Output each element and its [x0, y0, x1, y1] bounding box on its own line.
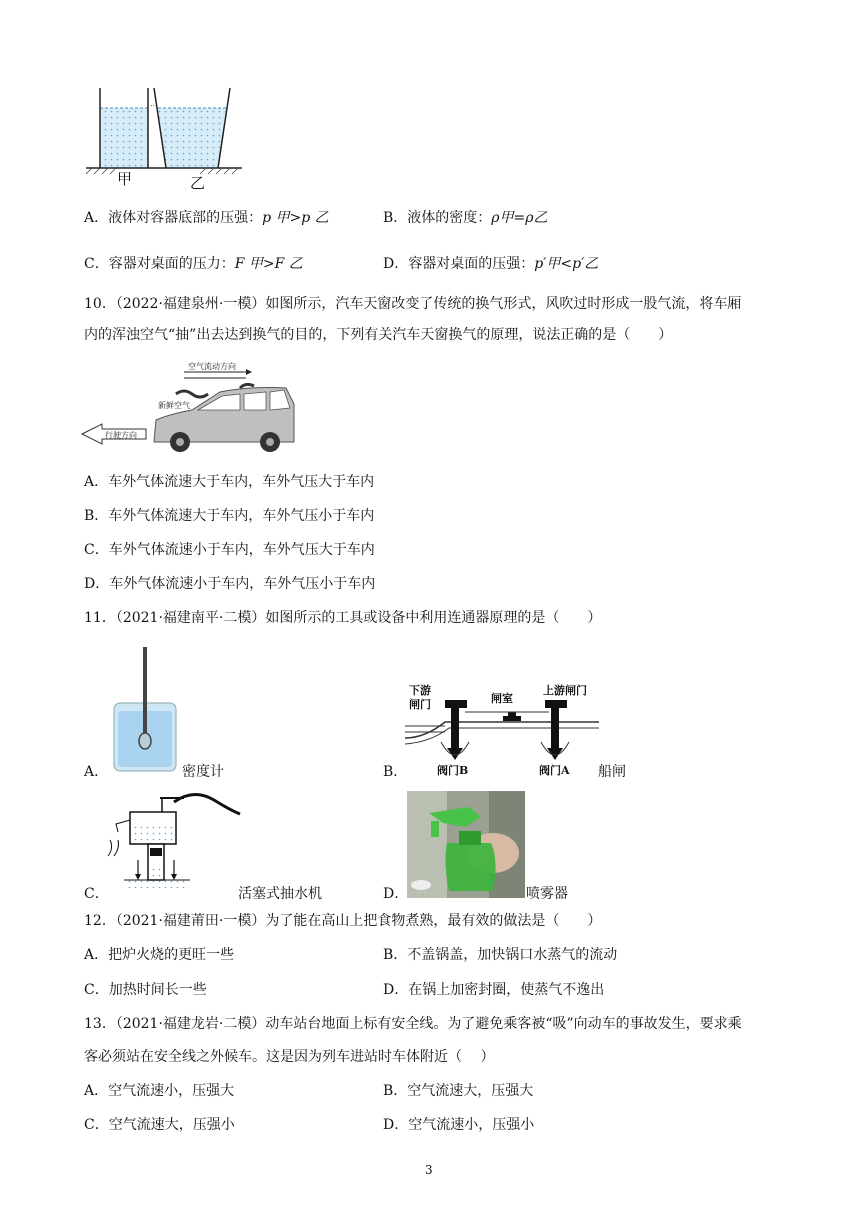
containers-figure: [86, 86, 246, 190]
q13-option-b[interactable]: B．空气流速大，压强大: [383, 1083, 534, 1099]
q11-option-a-letter[interactable]: A．: [84, 764, 109, 780]
q13-option-c[interactable]: C．空气流速大，压强小: [84, 1117, 235, 1133]
drive-direction-label: 行驶方向: [105, 431, 137, 440]
q9-option-b[interactable]: B．液体的密度：ρ甲=ρ乙: [383, 210, 548, 226]
q11-option-d-caption: 喷雾器: [526, 886, 568, 902]
lock-label-down-2: 闸门: [409, 698, 431, 711]
q11-option-c-caption: 活塞式抽水机: [238, 886, 322, 902]
q12-stem: 12．（2021·福建莆田·一模）为了能在高山上把食物煮熟，最有效的做法是（ ）: [84, 913, 602, 929]
q10-option-a[interactable]: A．车外气体流速大于车内，车外气压大于车内: [84, 474, 375, 490]
lock-label-valve-a: 阀门A: [539, 764, 570, 777]
lock-label-upgate: 上游闸门: [543, 684, 587, 697]
q12-option-a[interactable]: A．把炉火烧的更旺一些: [84, 947, 235, 963]
q9-option-a[interactable]: A．液体对容器底部的压强：p 甲>p 乙: [84, 210, 329, 226]
container-label-jia: 甲: [117, 170, 133, 188]
lock-label-valve-b: 阀门B: [437, 764, 469, 777]
q12-option-c[interactable]: C．加热时间长一些: [84, 982, 207, 998]
q10-option-d[interactable]: D．车外气体流速小于车内，车外气压小于车内: [84, 576, 376, 592]
piston-pump-figure: [104, 790, 244, 890]
q11-option-b-letter[interactable]: B．: [383, 764, 408, 780]
page-number: 3: [425, 1163, 433, 1177]
q11-option-d-letter[interactable]: D．: [383, 886, 409, 902]
q11-stem: 11．（2021·福建南平·二模）如图所示的工具或设备中利用连通器原理的是（ ）: [84, 610, 602, 626]
q9-option-c[interactable]: C．容器对桌面的压力：F 甲>F 乙: [84, 256, 303, 272]
q13-option-a[interactable]: A．空气流速小，压强大: [84, 1083, 235, 1099]
air-flow-label: 空气流动方向: [188, 362, 236, 371]
q13-option-d[interactable]: D．空气流速小，压强小: [383, 1117, 535, 1133]
q13-stem-line2: 客必须站在安全线之外候车。这是因为列车进站时车体附近（ ）: [84, 1049, 495, 1065]
q10-stem-line2: 内的浑浊空气“抽”出去达到换气的目的，下列有关汽车天窗换气的原理，说法正确的是（ ）: [84, 327, 673, 343]
fresh-air-label: 新鲜空气: [158, 401, 190, 410]
ship-lock-figure: [405, 682, 605, 778]
car-sunroof-figure: [80, 358, 320, 462]
q13-stem-line1: 13．（2021·福建龙岩·二模）动车站台地面上标有安全线。为了避免乘客被“吸”向动车的事故发生，要求乘: [84, 1016, 742, 1032]
q12-option-d[interactable]: D．在锅上加密封圈，使蒸气不逸出: [383, 982, 605, 998]
spray-bottle-photo: [407, 791, 525, 898]
q9-option-d[interactable]: D．容器对桌面的压强：p′甲<p′乙: [383, 256, 599, 272]
svg-text:..: ..: [150, 99, 156, 108]
q10-stem-line1: 10．（2022·福建泉州·一模）如图所示，汽车天窗改变了传统的换气形式，风吹过时形成一股气流，将车厢: [84, 296, 742, 312]
q11-option-a-caption: 密度计: [182, 764, 224, 780]
hydrometer-figure: [108, 645, 180, 775]
q12-option-b[interactable]: B．不盖锅盖，加快锅口水蒸气的流动: [383, 947, 618, 963]
q10-option-b[interactable]: B．车外气体流速大于车内，车外气压小于车内: [84, 508, 375, 524]
q10-option-c[interactable]: C．车外气体流速小于车内，车外气压大于车内: [84, 542, 375, 558]
lock-label-chamber: 闸室: [491, 692, 513, 705]
lock-label-down-1: 下游: [409, 684, 431, 697]
q11-option-c-letter[interactable]: C．: [84, 886, 109, 902]
container-label-yi: 乙: [190, 174, 206, 192]
q11-option-b-caption: 船闸: [598, 764, 626, 780]
